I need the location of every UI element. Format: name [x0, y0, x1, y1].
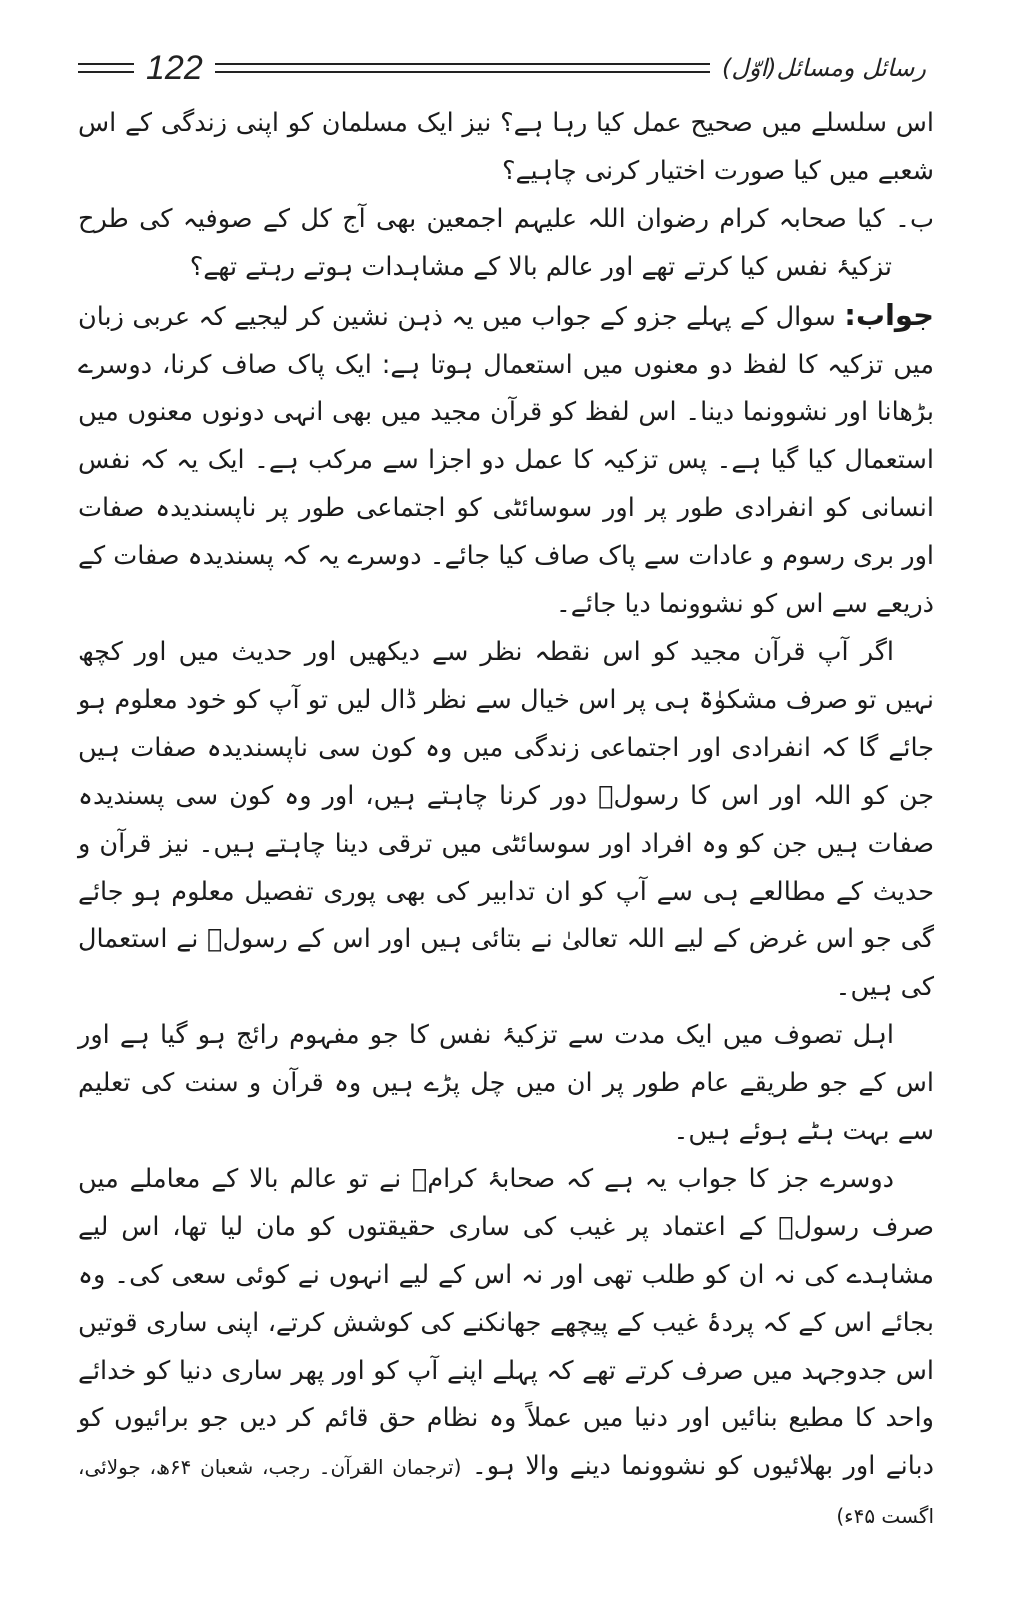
paragraph: اگر آپ قرآن مجید کو اس نقطہ نظر سے دیکھیں اور حدیث میں اور کچھ نہیں تو صرف مشکوٰۃ ہی پر اس خیال سے نظر ڈال لیں تو آپ کو خود معلوم ہو جائے گا کہ انفرادی اور اجتماعی زندگی میں وہ کون سی ناپسندیدہ صفات ہیں جن کو اللہ اور اس کا رسولؐ دور کرنا چاہتے ہیں، اور وہ کون سی پسندیدہ صفات ہیں جن کو وہ افراد اور سوسائٹی میں ترقی دینا چاہتے ہیں۔ نیز قرآن و حدیث کے مطالعے ہی سے آپ کو ان تدابیر کی بھی پوری تفصیل معلوم ہو جائے گی جو اس غرض کے لیے اللہ تعالیٰ نے بتائی ہیں اور اس کے رسولؐ نے استعمال کی ہیں۔ — [78, 636, 934, 1003]
page-body — [78, 100, 934, 1541]
book-title: رسائل ومسائل(اوّل) — [722, 54, 926, 82]
paragraph-text: دوسرے جز کا جواب یہ ہے کہ صحابۂ کرامؓ نے تو عالم بالا کے معاملے میں صرف رسولؐ کے اعتماد پر غیب کی ساری حقیقتوں کو مان لیا تھا، اس لیے مشاہدے کی نہ ان کو طلب تھی اور نہ اس کے لیے انہوں نے کوئی سعی کی۔ وہ بجائے اس کے کہ پردۂ غیب کے پیچھے جھانکنے کی کوشش کرتے، اپنی ساری قوتیں اس جدوجہد میں صرف کرتے تھے کہ پہلے اپنے آپ کو اور پھر ساری دنیا کو خدائے واحد کا مطیع بنائیں اور دنیا میں عملاً وہ نظام حق قائم کر دیں جو برائیوں کو دبانے اور بھلائیوں کو نشوونما دینے والا ہو۔ — [78, 1163, 934, 1482]
paragraph — [78, 1156, 934, 1541]
paragraph: اہل تصوف میں ایک مدت سے تزکیۂ نفس کا جو مفہوم رائج ہو گیا ہے اور اس کے جو طریقے عام طور پر ان میں چل پڑے ہیں وہ قرآن و سنت کی تعلیم سے بہت ہٹے ہوئے ہیں۔ — [78, 1020, 934, 1147]
header-rule-right — [215, 63, 710, 73]
header-rule-left — [78, 63, 134, 73]
question-b-label: ب۔ — [895, 203, 934, 234]
citation: (ترجمان القرآن۔ رجب، شعبان ۶۴ھ، جولائی، اگست ۴۵ء) — [78, 1455, 934, 1529]
answer-label: جواب: — [844, 297, 934, 332]
answer-paragraph — [78, 292, 934, 629]
question-b — [78, 196, 934, 292]
question-continuation: اس سلسلے میں صحیح عمل کیا رہا ہے؟ نیز ایک مسلمان کو اپنی زندگی کے اس شعبے میں کیا صورت اختیار کرنی چاہیے؟ — [78, 108, 934, 186]
question-b-text: کیا صحابہ کرام رضوان اللہ علیہم اجمعین بھی آج کل کے صوفیہ کی طرح تزکیۂ نفس کیا کرتے تھے اور عالم بالا کے مشاہدات ہوتے رہتے تھے؟ — [78, 203, 892, 282]
page-number: 122 — [146, 48, 203, 87]
page-header — [78, 46, 930, 90]
answer-text: سوال کے پہلے جزو کے جواب میں یہ ذہن نشین کر لیجیے کہ عربی زبان میں تزکیہ کا لفظ دو معنوں میں استعمال ہوتا ہے: ایک پاک صاف کرنا، دوسرے بڑھانا اور نشوونما دینا۔ اس لفظ کو قرآن مجید میں بھی انہی دونوں معنوں میں استعمال کیا گیا ہے۔ پس تزکیہ کا عمل دو اجزا سے مرکب ہے۔ ایک یہ کہ نفس انسانی کو انفرادی طور پر اور سوسائٹی کو اجتماعی طور پر ناپسندیدہ صفات اور بری رسوم و عادات سے پاک صاف کیا جائے۔ دوسرے یہ کہ پسندیدہ صفات کے ذریعے سے اس کو نشوونما دیا جائے۔ — [78, 301, 934, 620]
